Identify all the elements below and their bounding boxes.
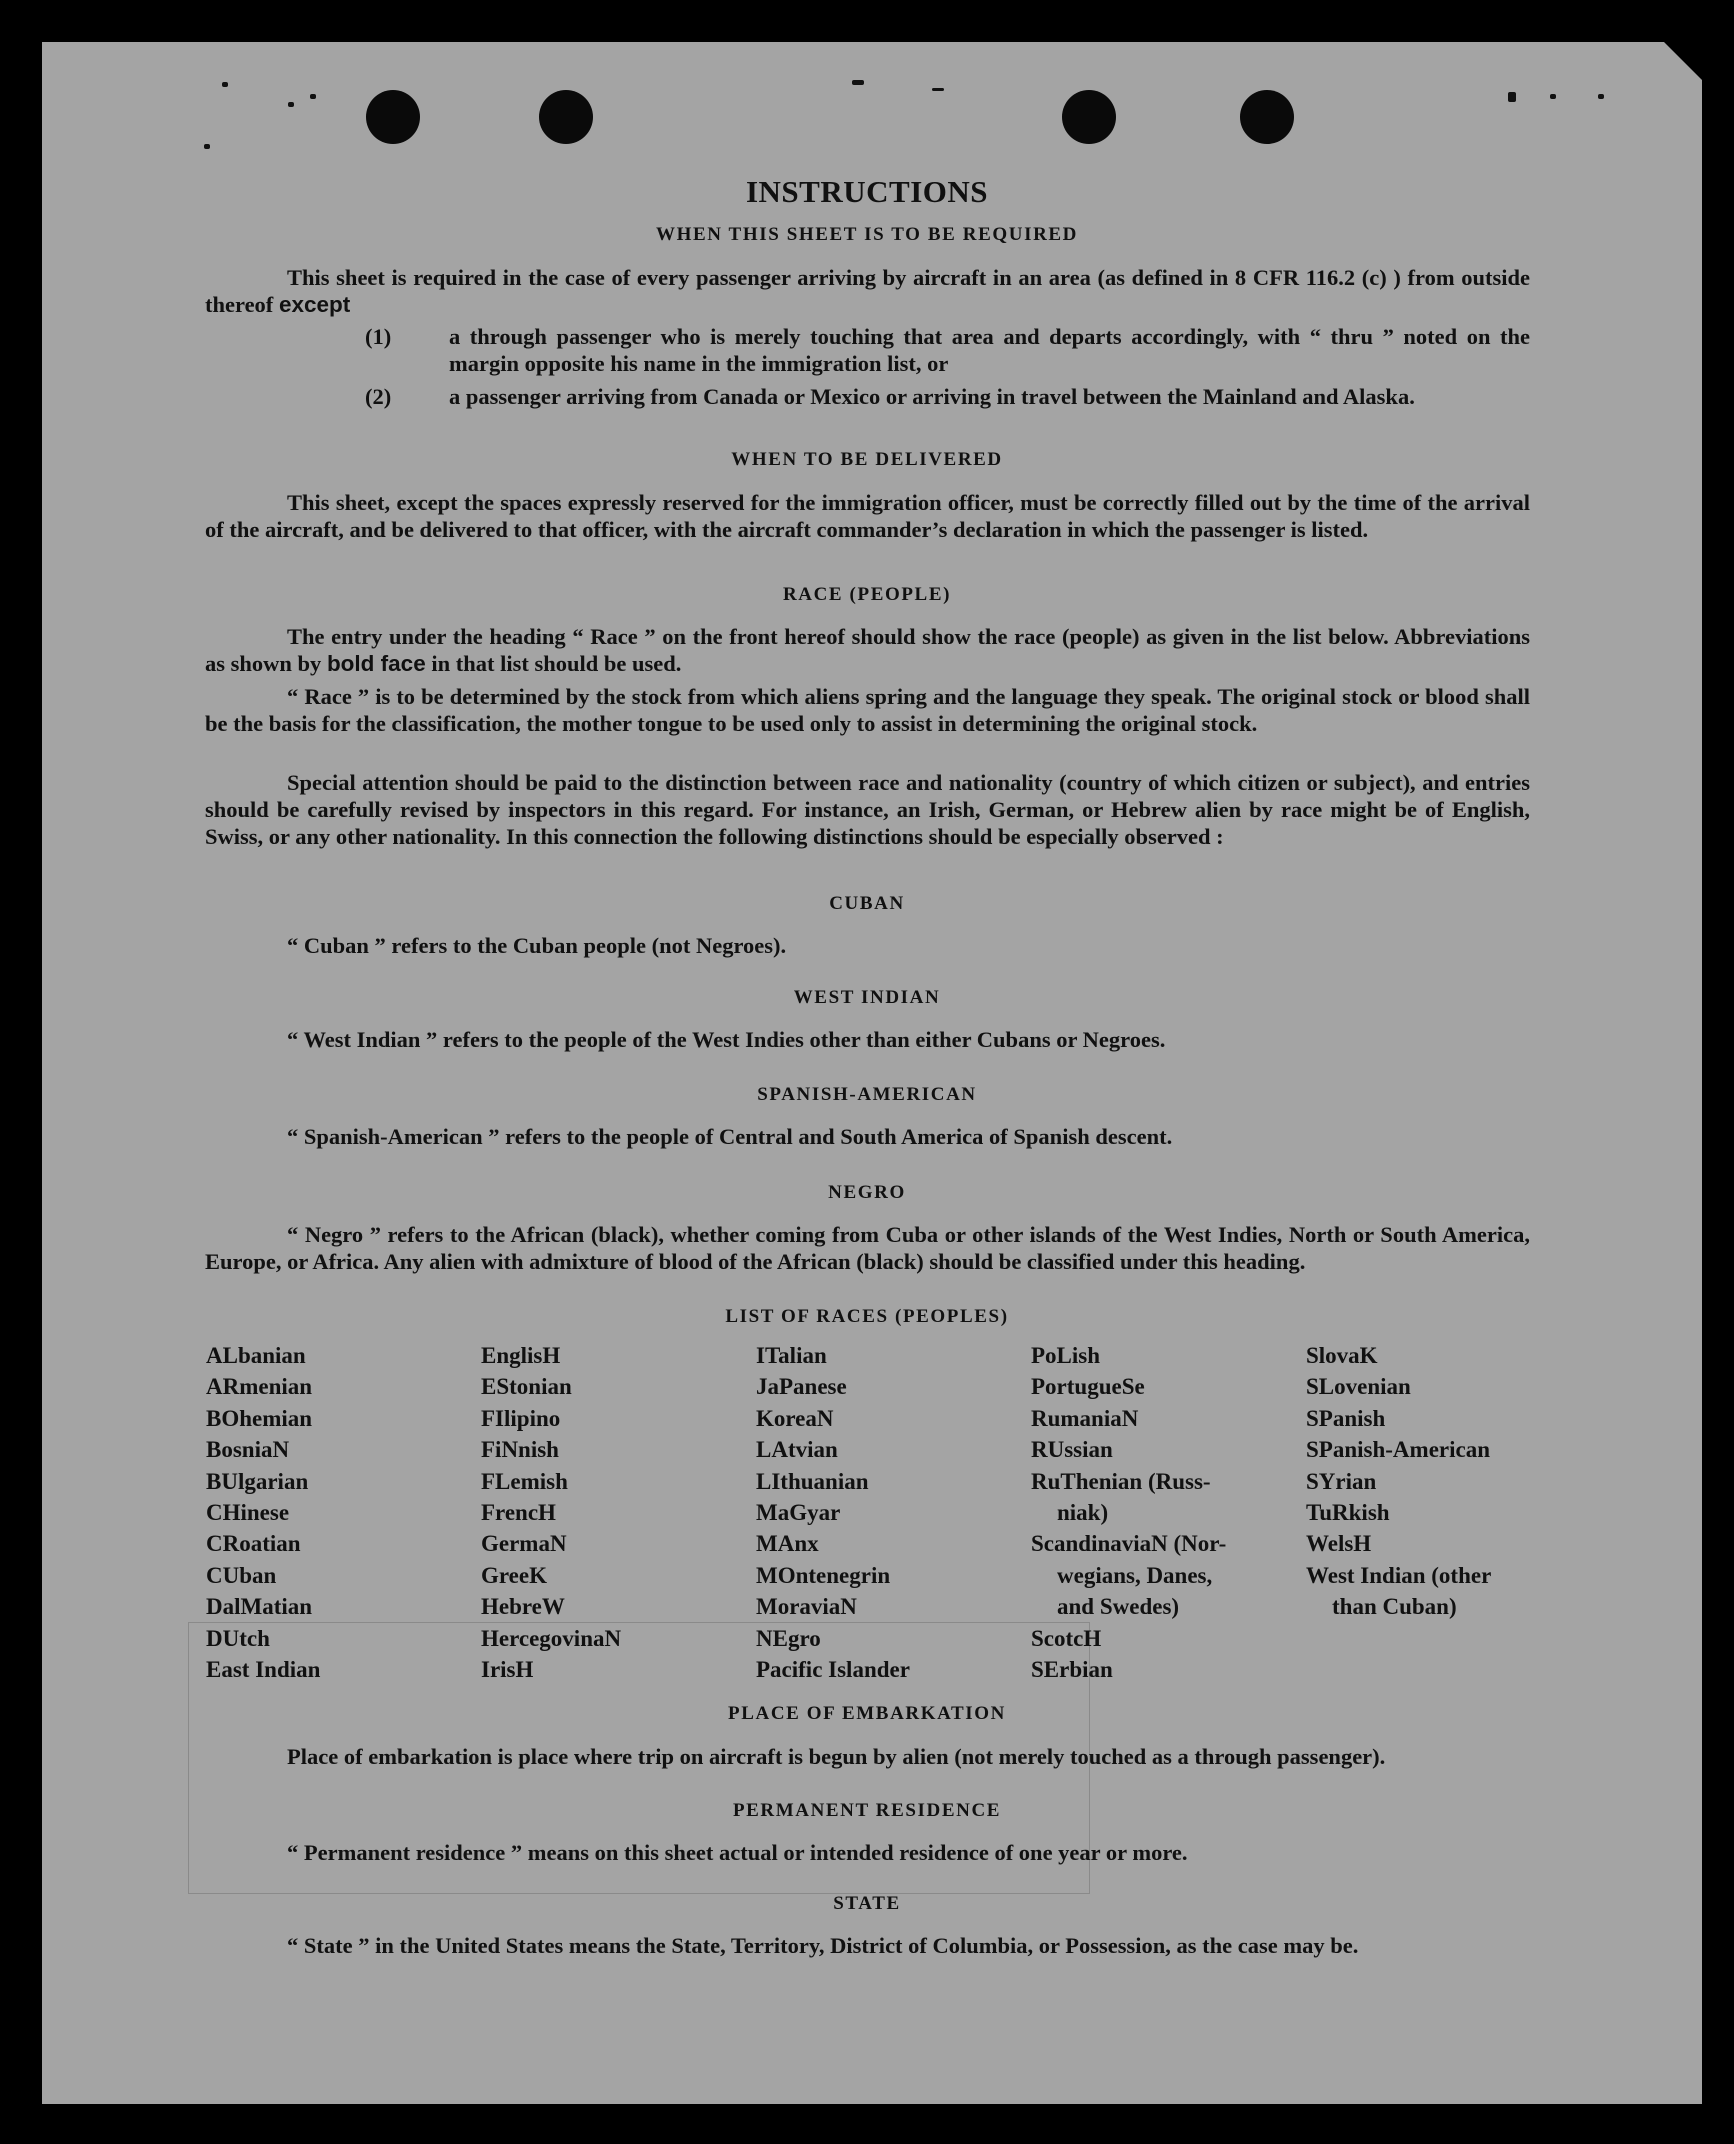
race-entry: ALbanian [206, 1343, 306, 1368]
race-entry: SPanish [1306, 1405, 1386, 1431]
race-entry: RUssian [1031, 1437, 1113, 1463]
when-required-intro [205, 264, 1530, 318]
race-entry: EnglisH [481, 1343, 561, 1368]
page-title: INSTRUCTIONS [745, 174, 988, 209]
race-entry: MOntenegrin [756, 1562, 891, 1588]
permanent-residence-text: “ Permanent residence ” means on this sheet actual or intended residence of one year or more. [287, 1840, 1188, 1865]
race-entry: BosniaN [206, 1437, 290, 1463]
intro-emphasis: except [278, 292, 351, 317]
race-entry: ARmenian [206, 1374, 313, 1400]
race-entry-continuation: niak) [1057, 1500, 1109, 1526]
item-text: a through passenger who is merely touching that area and departs accordingly, with “ thru ” noted on the margin opposite his name in the immigration list, or [449, 324, 1530, 376]
race-paragraph-1 [205, 623, 1530, 677]
race-entry: CUban [206, 1562, 277, 1588]
heading-place-of-embarkation: PLACE OF EMBARKATION [728, 1703, 1006, 1724]
ink-speck [1550, 94, 1556, 99]
race-entry: KoreaN [756, 1405, 834, 1431]
race-paragraph-3: Special attention should be paid to the distinction between race and nationality (country of which citizen or subject), and entries should be carefully revised by inspectors in this regard. For instance, an Irish, German, or Hebrew alien by race might be of English, Swiss, or any other nationality. In this connection the following distinctions should be especially observed : [205, 770, 1530, 849]
race-entry: PortugueSe [1031, 1374, 1145, 1400]
race-entry: RumaniaN [1031, 1405, 1139, 1431]
race-entry: ScotcH [1031, 1625, 1102, 1651]
punch-hole [539, 90, 593, 144]
ink-speck [1508, 92, 1516, 102]
state-text: “ State ” in the United States means the State, Territory, District of Columbia, or Possession, as the case may be. [287, 1933, 1359, 1958]
race-entry: ITalian [756, 1343, 827, 1368]
punch-hole [366, 90, 420, 144]
numbered-item [365, 323, 1530, 377]
intro-text: This sheet is required in the case of every passenger arriving by aircraft in an area (as defined in 8 CFR 116.2 (c) ) from outside thereof [205, 265, 1530, 317]
races-column [1306, 1340, 1491, 1623]
place-of-embarkation-text: Place of embarkation is place where trip on aircraft is begun by alien (not merely touched as a through passenger). [287, 1744, 1386, 1769]
numbered-item [365, 383, 1530, 410]
race-entry: CRoatian [206, 1531, 301, 1557]
race-entry: BOhemian [206, 1405, 313, 1431]
race-paragraph-2: “ Race ” is to be determined by the stock from which aliens spring and the language they speak. The original stock or blood shall be the basis for the classification, the mother tongue to be used only to assist in determining the original stock. [205, 684, 1530, 736]
race-entry: MoraviaN [756, 1594, 857, 1620]
heading-list-of-races: LIST OF RACES (PEOPLES) [725, 1306, 1009, 1327]
race-entry: HebreW [481, 1594, 565, 1620]
heading-when-delivered: WHEN TO BE DELIVERED [731, 449, 1003, 470]
spanish-american-text: “ Spanish-American ” refers to the people of Central and South America of Spanish descent. [287, 1124, 1173, 1149]
races-column [756, 1340, 910, 1685]
punch-hole [1062, 90, 1116, 144]
race-entry: CHinese [206, 1500, 290, 1526]
when-delivered-text: This sheet, except the spaces expressly reserved for the immigration officer, must be correctly filled out by the time of the arrival of the aircraft, and be delivered to that officer, with the aircraft commander’s declaration in which the passenger is listed. [205, 490, 1530, 542]
item-number: (1) [365, 324, 392, 349]
race-entry: HercegovinaN [481, 1625, 622, 1651]
race-entry: GermaN [481, 1531, 567, 1557]
ink-speck [932, 88, 944, 91]
race-entry-continuation: than Cuban) [1332, 1594, 1457, 1620]
race-entry: West Indian (other [1306, 1562, 1492, 1588]
race-entry: LIthuanian [756, 1468, 869, 1494]
item-text: a passenger arriving from Canada or Mexico or arriving in travel between the Mainland and Alaska. [449, 384, 1415, 409]
race-entry: LAtvian [756, 1437, 838, 1463]
race-entry: NEgro [756, 1625, 821, 1651]
west-indian-text: “ West Indian ” refers to the people of the West Indies other than either Cubans or Negroes. [287, 1027, 1166, 1052]
race-entry: East Indian [206, 1657, 321, 1683]
races-column [206, 1340, 320, 1685]
race-entry: SYrian [1306, 1468, 1377, 1494]
race-entry: IrisH [481, 1657, 534, 1683]
heading-permanent-residence: PERMANENT RESIDENCE [732, 1800, 1002, 1821]
punch-hole [1240, 90, 1294, 144]
ink-speck [852, 80, 864, 85]
race-p1-before: The entry under the heading “ Race ” on the front hereof should show the race (people) as given in the list below. Abbreviations as shown by [205, 624, 1530, 676]
ink-speck [204, 144, 210, 149]
race-entry: JaPanese [756, 1374, 847, 1400]
race-entry: GreeK [481, 1562, 547, 1588]
race-entry: MAnx [756, 1531, 819, 1557]
heading-cuban: CUBAN [829, 893, 905, 914]
race-entry: SPanish-American [1306, 1437, 1490, 1463]
negro-text: “ Negro ” refers to the African (black), whether coming from Cuba or other islands of the West Indies, North or South America, Europe, or Africa. Any alien with admixture of blood of the African (black) should be classified under this heading. [205, 1222, 1530, 1274]
item-number: (2) [365, 384, 392, 409]
race-p1-after: in that list should be used. [431, 651, 682, 676]
race-entry: Pacific Islander [756, 1657, 910, 1683]
heading-race: RACE (PEOPLE) [782, 584, 952, 605]
race-entry-continuation: and Swedes) [1057, 1594, 1180, 1620]
heading-when-required: WHEN THIS SHEET IS TO BE REQUIRED [655, 224, 1079, 245]
heading-state: STATE [833, 1893, 901, 1914]
ink-speck [310, 94, 316, 99]
ink-speck [1598, 94, 1604, 99]
cuban-text: “ Cuban ” refers to the Cuban people (not Negroes). [287, 933, 787, 958]
race-entry: MaGyar [756, 1500, 841, 1526]
race-entry: BUlgarian [206, 1468, 309, 1494]
races-column [1031, 1340, 1226, 1685]
race-entry: DUtch [206, 1625, 270, 1651]
race-entry: FLemish [481, 1468, 568, 1494]
race-entry: FIlipino [481, 1405, 561, 1431]
race-entry-continuation: wegians, Danes, [1057, 1562, 1213, 1588]
race-entry: WelsH [1306, 1531, 1372, 1557]
races-column [481, 1340, 621, 1685]
race-entry: PoLish [1031, 1343, 1101, 1368]
race-entry: TuRkish [1306, 1500, 1390, 1526]
race-entry: EStonian [481, 1374, 572, 1400]
race-p1-bold: bold face [326, 651, 426, 676]
heading-spanish-american: SPANISH-AMERICAN [757, 1084, 977, 1105]
ink-speck [288, 102, 294, 107]
race-entry: SErbian [1031, 1657, 1113, 1683]
race-entry: SLovenian [1306, 1374, 1411, 1400]
race-entry: SlovaK [1306, 1343, 1378, 1368]
race-entry: ScandinaviaN (Nor- [1031, 1531, 1227, 1557]
race-entry: DalMatian [206, 1594, 313, 1620]
race-entry: FrencH [481, 1500, 556, 1526]
race-entry: RuThenian (Russ- [1031, 1468, 1211, 1494]
heading-negro: NEGRO [828, 1182, 906, 1203]
heading-west-indian: WEST INDIAN [793, 987, 941, 1008]
race-entry: FiNnish [481, 1437, 559, 1463]
ink-speck [222, 82, 228, 87]
